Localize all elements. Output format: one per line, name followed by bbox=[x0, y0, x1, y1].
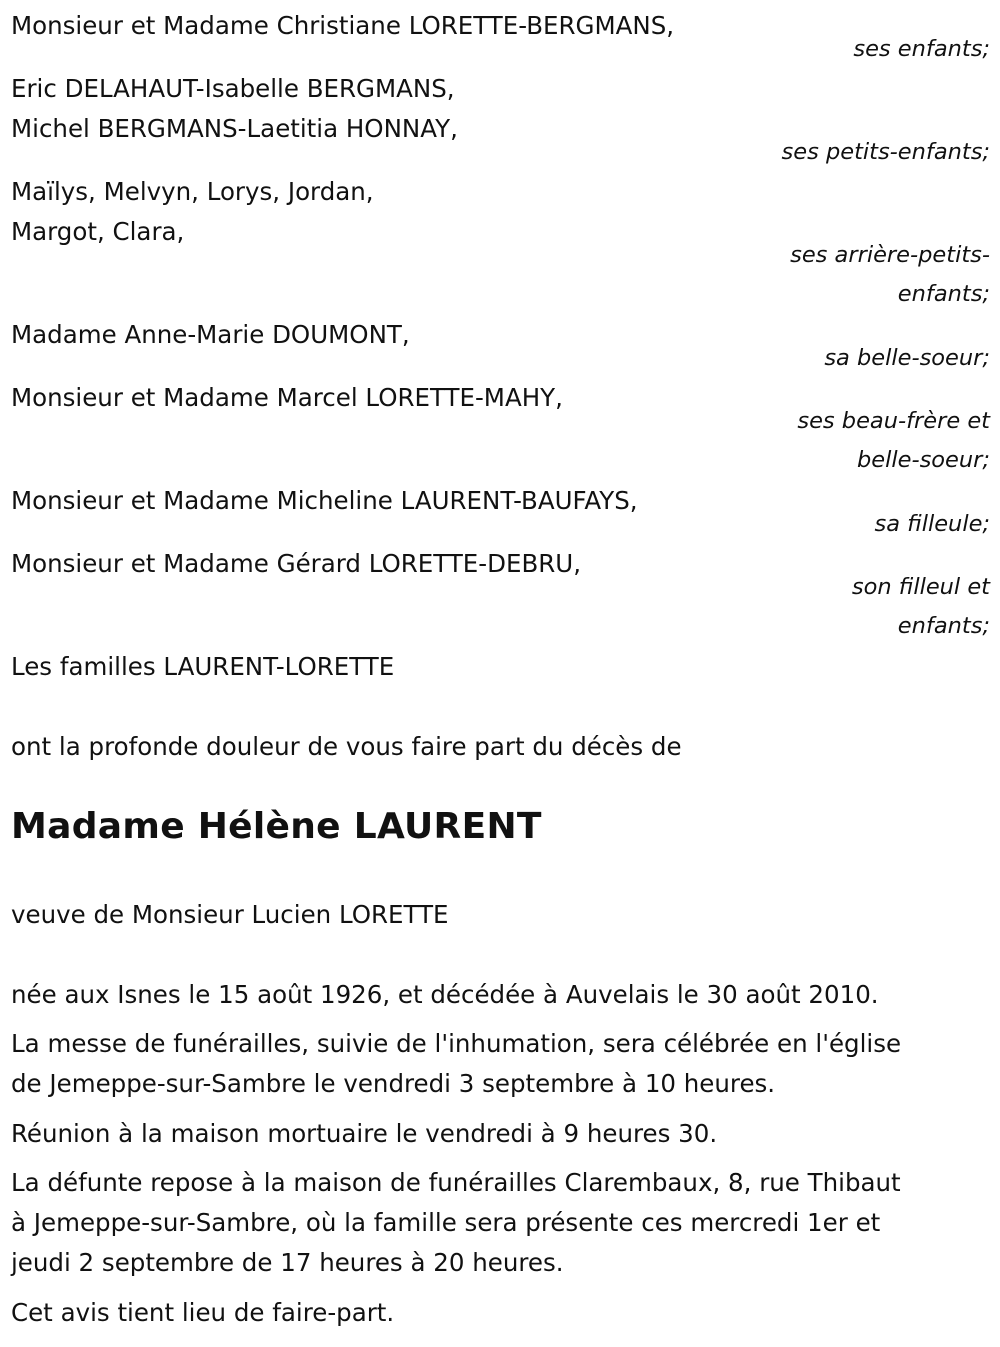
widow-of-text: veuve de Monsieur Lucien LORETTE bbox=[11, 900, 449, 929]
funeral-text-line: La messe de funérailles, suivie de l'inhumation, sera célébrée en l'église bbox=[11, 1029, 902, 1058]
family-name-line: Margot, Clara, bbox=[11, 217, 185, 246]
family-relation: ses petits-enfants; bbox=[781, 139, 990, 165]
closing-text: Cet avis tient lieu de faire-part. bbox=[11, 1298, 395, 1327]
family-relation: belle-soeur; bbox=[856, 447, 990, 473]
repose-text-line: à Jemeppe-sur-Sambre, où la famille sera présente ces mercredi 1er et bbox=[11, 1208, 881, 1237]
family-relation: ses arrière-petits- bbox=[790, 242, 990, 268]
family-relation: sa belle-soeur; bbox=[824, 345, 990, 371]
deceased-name: Madame Hélène LAURENT bbox=[11, 806, 542, 847]
family-name-line: Eric DELAHAUT-Isabelle BERGMANS, bbox=[11, 74, 455, 103]
family-name-line: Madame Anne-Marie DOUMONT, bbox=[11, 320, 410, 349]
family-relation: sa filleule; bbox=[874, 511, 990, 537]
family-relation: enfants; bbox=[897, 613, 990, 639]
family-name-line: Monsieur et Madame Christiane LORETTE-BERGMANS, bbox=[11, 11, 675, 40]
family-relation: son filleul et bbox=[851, 574, 990, 600]
funeral-text-line: de Jemeppe-sur-Sambre le vendredi 3 septembre à 10 heures. bbox=[11, 1069, 776, 1098]
family-name-line: Les familles LAURENT-LORETTE bbox=[11, 652, 395, 681]
repose-text-line: La défunte repose à la maison de funérailles Clarembaux, 8, rue Thibaut bbox=[11, 1168, 901, 1197]
family-name-line: Monsieur et Madame Gérard LORETTE-DEBRU, bbox=[11, 549, 582, 578]
family-relation: ses enfants; bbox=[853, 36, 990, 62]
family-name-line: Michel BERGMANS-Laetitia HONNAY, bbox=[11, 114, 458, 143]
birth-death-text: née aux Isnes le 15 août 1926, et décédée à Auvelais le 30 août 2010. bbox=[11, 980, 879, 1009]
family-name-line: Monsieur et Madame Marcel LORETTE-MAHY, bbox=[11, 383, 563, 412]
family-relation: ses beau-frère et bbox=[797, 408, 990, 434]
family-name-line: Maïlys, Melvyn, Lorys, Jordan, bbox=[11, 177, 374, 206]
family-name-line: Monsieur et Madame Micheline LAURENT-BAUFAYS, bbox=[11, 486, 638, 515]
family-relation: enfants; bbox=[897, 281, 990, 307]
announcement-text: ont la profonde douleur de vous faire part du décès de bbox=[11, 732, 682, 761]
repose-text-line: jeudi 2 septembre de 17 heures à 20 heures. bbox=[11, 1248, 564, 1277]
meeting-text: Réunion à la maison mortuaire le vendredi à 9 heures 30. bbox=[11, 1119, 718, 1148]
